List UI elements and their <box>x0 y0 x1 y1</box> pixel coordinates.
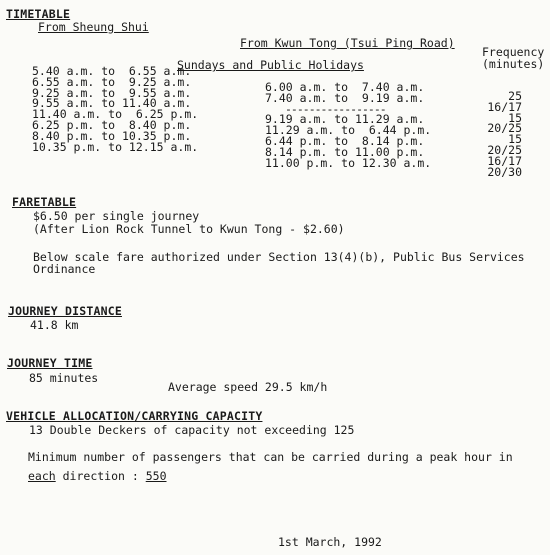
kwun-tong-times <box>265 82 431 168</box>
list-item: 6.55 a.m. to 9.25 a.m. <box>32 74 192 89</box>
journey-distance-heading: JOURNEY DISTANCE <box>8 304 122 318</box>
list-item: 9.55 a.m. to 11.40 a.m. <box>32 96 192 111</box>
journey-time-value: 85 minutes <box>29 371 99 385</box>
frequency-unit: (minutes) <box>482 57 545 71</box>
list-item: 5.40 a.m. to 6.55 a.m. <box>32 64 192 78</box>
faretable-heading: FARETABLE <box>12 195 77 209</box>
list-item: 16/17 <box>487 153 522 168</box>
list-item: 16/17 <box>487 99 522 114</box>
list-item: 6.00 a.m. to 7.40 a.m. <box>265 80 425 94</box>
list-item: 11.29 a.m. to 6.44 p.m. <box>265 123 432 138</box>
fare-scale-line2: Ordinance <box>33 262 96 276</box>
frequency-column <box>486 91 522 177</box>
list-item: 20/25 <box>487 142 522 157</box>
list-item: 25 <box>508 89 522 103</box>
from-sheung-shui-heading: From Sheung Shui <box>38 20 149 34</box>
frequency-label: Frequency <box>482 45 545 59</box>
list-item: 9.19 a.m. to 11.29 a.m. <box>265 112 425 127</box>
each-word: each <box>28 469 56 483</box>
sheung-shui-times <box>32 66 198 152</box>
average-speed: Average speed 29.5 km/h <box>168 380 328 394</box>
min-passengers-line1: Minimum number of passengers that can be carried during a peak hour in <box>28 450 513 464</box>
list-item: 7.40 a.m. to 9.19 a.m. <box>265 90 425 105</box>
list-item: 10.35 p.m. to 12.15 a.m. <box>32 139 199 154</box>
list-item: 20/25 <box>487 121 522 136</box>
list-item: 11.00 p.m. to 12.30 a.m. <box>265 155 432 170</box>
from-kwun-tong-heading: From Kwun Tong (Tsui Ping Road) <box>240 36 455 50</box>
list-item: 6.25 p.m. to 8.40 p.m. <box>32 117 192 132</box>
journey-time-heading: JOURNEY TIME <box>7 356 93 370</box>
list-item: 8.40 p.m. to 10.35 p.m. <box>32 128 192 143</box>
list-item: 15 <box>508 110 522 125</box>
fare-scale-line1: Below scale fare authorized under Section 13(4)(b), Public Bus Services <box>33 250 525 264</box>
vehicle-heading: VEHICLE ALLOCATION/CARRYING CAPACITY <box>6 409 263 423</box>
min-passengers-line2 <box>28 471 167 483</box>
list-item: 11.40 a.m. to 6.25 p.m. <box>32 107 199 122</box>
list-item: 15 <box>508 132 522 147</box>
fare-lion-rock: (After Lion Rock Tunnel to Kwun Tong - $2.60) <box>33 222 345 236</box>
list-item: 20/30 <box>487 164 522 179</box>
passenger-count: 550 <box>145 469 167 483</box>
list-item: 9.25 a.m. to 9.55 a.m. <box>32 85 192 100</box>
list-item: 6.44 p.m. to 8.14 p.m. <box>265 133 425 148</box>
separator-line: ----------------- <box>285 101 386 116</box>
vehicle-capacity: 13 Double Deckers of capacity not exceeding 125 <box>29 423 355 437</box>
sundays-heading: Sundays and Public Holidays <box>177 58 364 72</box>
document-date: 1st March, 1992 <box>278 535 382 549</box>
list-item: 8.14 p.m. to 11.00 p.m. <box>265 144 425 159</box>
journey-distance-value: 41.8 km <box>30 318 79 332</box>
direction-text: direction : <box>55 469 146 483</box>
timetable-heading: TIMETABLE <box>6 7 71 21</box>
fare-single-journey: $6.50 per single journey <box>33 209 200 223</box>
